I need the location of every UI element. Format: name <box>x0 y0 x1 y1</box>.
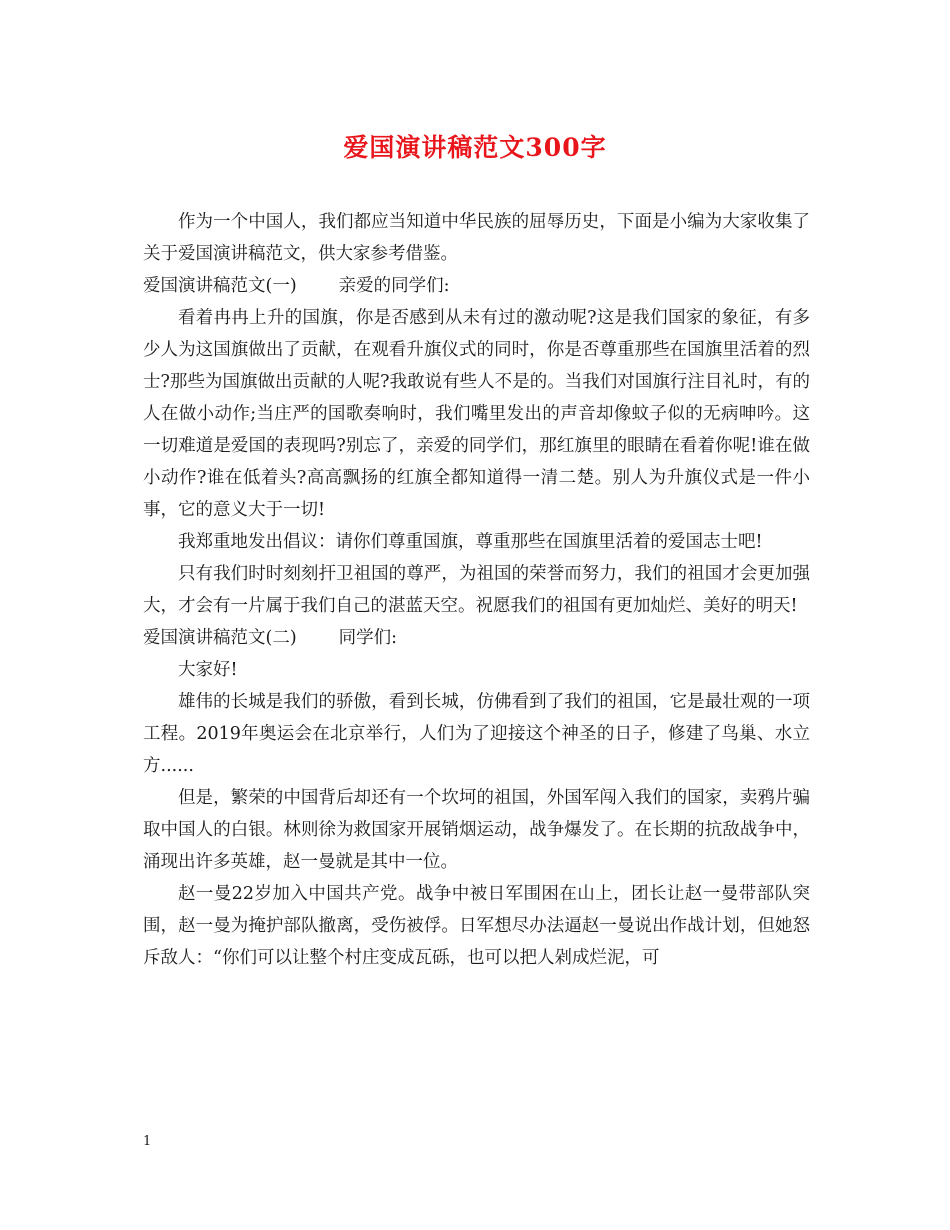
body-paragraph: 大家好! <box>178 660 238 680</box>
section-salutation: 同学们: <box>338 628 398 648</box>
section-heading-1 <box>143 270 810 302</box>
document-body <box>143 206 810 974</box>
section-salutation: 亲爱的同学们: <box>338 276 450 296</box>
intro-paragraph: 作为一个中国人，我们都应当知道中华民族的屈辱历史，下面是小编为大家收集了关于爱国演讲稿范文，供大家参考借鉴。 <box>143 212 810 264</box>
section-heading-2 <box>143 622 810 654</box>
body-paragraph: 看着冉冉上升的国旗，你是否感到从未有过的激动呢?这是我们国家的象征，有多少人为这国旗做出了贡献，在观看升旗仪式的同时，你是否尊重那些在国旗里活着的烈士?那些为国旗做出贡献的人呢?我敢说有些人不是的。当我们对国旗行注目礼时，有的人在做小动作;当庄严的国歌奏响时，我们嘴里发出的声音却像蚊子似的无病呻吟。这一切难道是爱国的表现吗?别忘了，亲爱的同学们，那红旗里的眼睛在看着你呢!谁在做小动作?谁在低着头?高高飘扬的红旗全都知道得一清二楚。别人为升旗仪式是一件小事，它的意义大于一切! <box>143 308 810 520</box>
body-paragraph: 但是，繁荣的中国背后却还有一个坎坷的祖国，外国军闯入我们的国家，卖鸦片骗取中国人的白银。林则徐为救国家开展销烟运动，战争爆发了。在长期的抗敌战争中，涌现出许多英雄，赵一曼就是其中一位。 <box>143 788 810 872</box>
body-paragraph: 我郑重地发出倡议：请你们尊重国旗，尊重那些在国旗里活着的爱国志士吧! <box>178 532 763 552</box>
body-paragraph: 只有我们时时刻刻扞卫祖国的尊严，为祖国的荣誉而努力，我们的祖国才会更加强大，才会有一片属于我们自己的湛蓝天空。祝愿我们的祖国有更加灿烂、美好的明天! <box>143 564 810 616</box>
section-title: 爱国演讲稿范文(二) <box>143 628 297 648</box>
document-title: 爱国演讲稿范文300字 <box>343 133 607 162</box>
page-number: 1 <box>143 1134 152 1149</box>
body-paragraph: 赵一曼22岁加入中国共产党。战争中被日军围困在山上，团长让赵一曼带部队突围，赵一曼为掩护部队撤离，受伤被俘。日军想尽办法逼赵一曼说出作战计划，但她怒斥敌人：“你们可以让整个村庄变成瓦砾，也可以把人剁成烂泥，可 <box>143 884 810 968</box>
body-paragraph: 雄伟的长城是我们的骄傲，看到长城，仿佛看到了我们的祖国，它是最壮观的一项工程。2019年奥运会在北京举行，人们为了迎接这个神圣的日子，修建了鸟巢、水立方...... <box>143 692 810 776</box>
section-title: 爱国演讲稿范文(一) <box>143 276 297 296</box>
